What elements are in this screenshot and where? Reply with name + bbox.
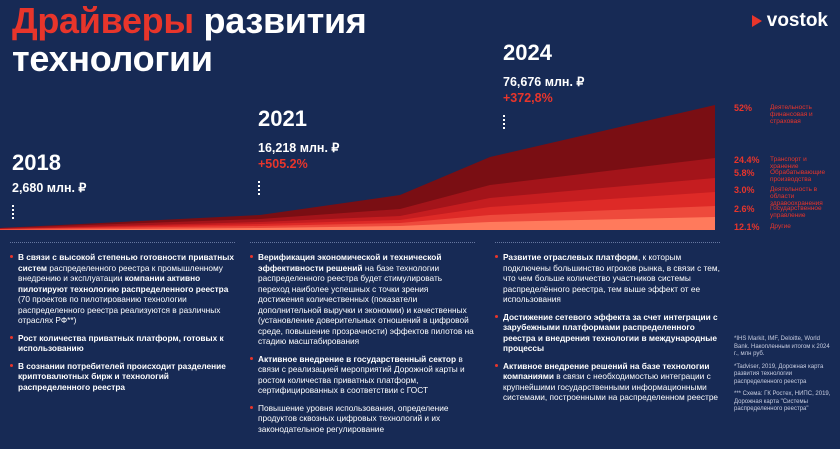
- dotted-marker: [503, 115, 507, 129]
- legend-item-other: [734, 223, 832, 231]
- dotted-marker: [12, 205, 16, 219]
- driver-column-2018: [10, 252, 235, 399]
- vostok-logo: [752, 10, 828, 32]
- footnote: *Tadviser, 2019, Дорожная карта развития технологии распределенного реестра: [734, 363, 824, 385]
- year-label: 2024: [503, 40, 552, 65]
- year-label: 2018: [12, 150, 61, 175]
- amount-label: 2,680 млн. ₽: [12, 181, 87, 195]
- legend-label: Деятельность финансовая и страховая: [770, 104, 813, 125]
- dotted-marker: [258, 181, 262, 195]
- legend-label: Обрабатывающие производства: [770, 169, 826, 183]
- divider: [10, 242, 235, 244]
- year-block-2018: [12, 150, 86, 219]
- year-label: 2021: [258, 106, 307, 131]
- legend-pct: 2.6%: [734, 204, 755, 214]
- legend-pct: 24.4%: [734, 155, 760, 165]
- legend-label: Государственное управление: [770, 205, 822, 219]
- title-part1: Драйверы: [12, 0, 194, 41]
- driver-column-2024: [495, 252, 720, 410]
- amount-label: 76,676 млн. ₽: [503, 75, 585, 89]
- area-chart: [0, 95, 720, 235]
- divider: [495, 242, 720, 244]
- list-item: Достижение сетевого эффекта за счет интеграции с зарубежными платформами распределенного реестра и внедрения технологии в международные процессы: [495, 312, 720, 354]
- legend-pct: 52%: [734, 103, 753, 113]
- play-triangle-icon: [752, 15, 762, 27]
- list-item: Повышение уровня использования, определение продуктов сквозных цифровых технологий и их законодательное регулирование: [250, 403, 475, 435]
- title-part3: технологии: [12, 38, 213, 79]
- legend-item-government: [734, 205, 832, 219]
- year-block-2021: [258, 106, 339, 195]
- list-item: Активное внедрение решений на базе технологии компаниями в связи с необходимостью интеграции с крупнейшими государственными информационными системами, построенными на распределенном реестре: [495, 361, 720, 403]
- list-item: В связи с высокой степенью готовности приватных систем распределенного реестра к промышленному внедрению и эксплуатации компании активно пилотируют технологию распределенного реестра (70 проектов по пилотированию технологии распределенного реестра реализуются в различных отраслях РФ**): [10, 252, 235, 326]
- list-item: Развитие отраслевых платформ, к которым подключены большинство игроков рынка, в связи с тем, что чем больше количество участников системы распределённого реестра, тем выше эффект от ее использования: [495, 252, 720, 305]
- legend-label: Транспорт и хранение: [770, 156, 807, 170]
- driver-column-2021: [250, 252, 475, 441]
- list-item: Рост количества приватных платформ, готовых к использованию: [10, 333, 235, 354]
- growth-label: +372,8%: [503, 91, 553, 105]
- amount-label: 16,218 млн. ₽: [258, 141, 340, 155]
- legend-label: Другие: [770, 223, 791, 230]
- list-item: Верификация экономической и технической эффективности решений на базе технологии распределенного реестра будет стимулировать переход наиболее успешных с точки зрения достижения количественных (показатели дополнительной выручки и экономии) и качественных (установление доверительных отношений в цифровой среде, повышение прозрачности) эффектов пилотов на стадию масштабирования: [250, 252, 475, 347]
- legend-pct: 5.8%: [734, 168, 755, 178]
- title-part2: развития: [203, 0, 367, 41]
- page-title: [12, 2, 367, 78]
- legend-pct: 3.0%: [734, 185, 755, 195]
- legend-item-manufacturing: [734, 169, 832, 183]
- logo-text: vostok: [766, 10, 828, 31]
- footnote: *IHS Markit, IMF, Deloitte, World Bank. Накопленным итогом к 2024 г., млн руб.: [734, 336, 830, 357]
- list-item: Активное внедрение в государственный сектор в связи с реализацией мероприятий Дорожной карты и ростом количества приватных платформ, сертифицированных в соответствии с ГОСТ: [250, 354, 475, 396]
- footnotes: [734, 336, 834, 419]
- divider: [250, 242, 475, 244]
- list-item: В сознании потребителей происходит разделение криптовалютных бирж и технологий распределенного реестра: [10, 361, 235, 393]
- footnote: *** Схема: ГК Ростех, НИПС, 2019, Дорожная карта "Системы распределенного реестра": [734, 391, 831, 412]
- growth-label: +505.2%: [258, 157, 308, 171]
- legend-item-finance: [734, 104, 832, 125]
- year-block-2024: [503, 40, 584, 129]
- legend-label: Деятельность в области здравоохранения: [770, 186, 823, 207]
- legend-pct: 12.1%: [734, 222, 760, 232]
